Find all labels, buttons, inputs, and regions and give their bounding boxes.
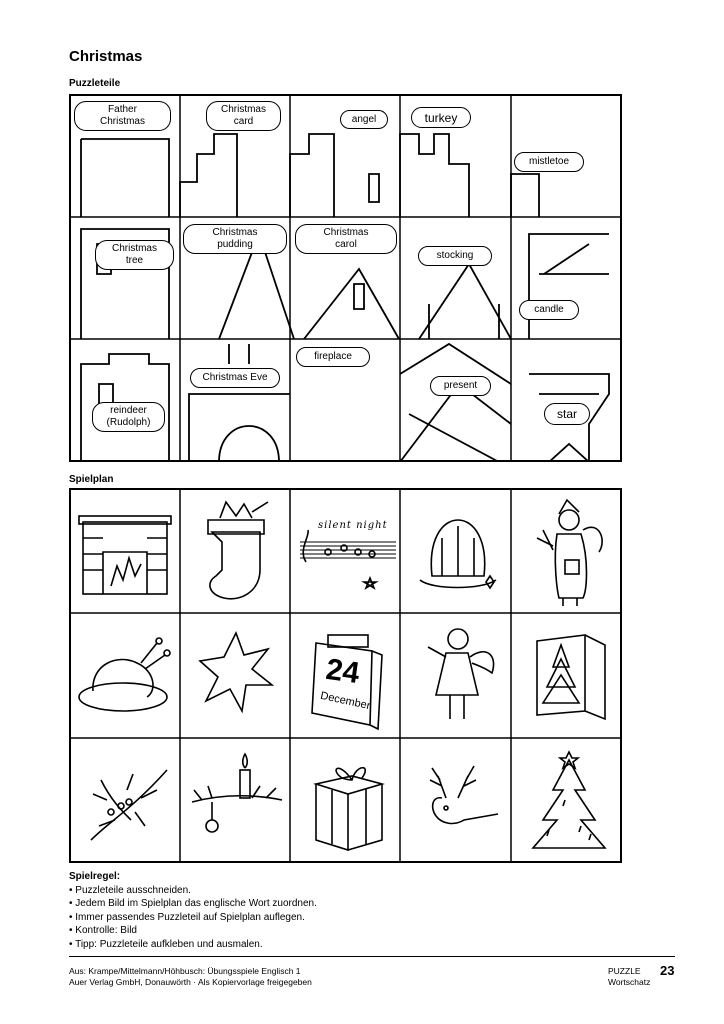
- angel-icon: [402, 615, 512, 739]
- footer-line1: Aus: Krampe/Mittelmann/Höhbusch: Übungsspiele Englisch 1: [69, 966, 301, 976]
- stocking-icon: [182, 490, 291, 614]
- star-icon: [182, 615, 291, 739]
- puzzle-heading: Puzzleteile: [69, 78, 121, 89]
- piece-star: star: [544, 403, 590, 425]
- page-title: Christmas: [69, 48, 143, 65]
- piece-reindeer: reindeer (Rudolph): [92, 402, 165, 432]
- piece-christmas-carol: Christmas carol: [295, 224, 397, 254]
- piece-fireplace: fireplace: [296, 347, 370, 367]
- candle-icon: [182, 740, 291, 864]
- rule-item: • Kontrolle: Bild: [69, 925, 137, 936]
- turkey-icon: [71, 615, 181, 739]
- footer-line2: Auer Verlag GmbH, Donauwörth · Als Kopiervorlage freigegeben: [69, 977, 312, 987]
- rule-item: • Tipp: Puzzleteile aufkleben und ausmalen.: [69, 938, 263, 950]
- reindeer-icon: [402, 740, 512, 864]
- fireplace-icon: [71, 490, 181, 614]
- rules-section: [69, 870, 317, 951]
- father-christmas-icon: [513, 490, 623, 614]
- rules-heading: Spielregel:: [69, 871, 121, 882]
- mistletoe-icon: [71, 740, 181, 864]
- piece-christmas-eve: Christmas Eve: [190, 368, 280, 388]
- board-grid: [69, 488, 622, 863]
- carol-title: silent night: [318, 520, 388, 531]
- piece-christmas-card: Christmas card: [206, 101, 281, 131]
- piece-stocking: stocking: [418, 246, 492, 266]
- footer-subcategory: Wortschatz: [608, 977, 651, 987]
- piece-father-christmas: Father Christmas: [74, 101, 171, 131]
- footer-category: PUZZLE: [608, 966, 641, 976]
- page-number: 23: [660, 963, 675, 978]
- footer-category-block: [608, 966, 650, 988]
- calendar-icon: [292, 615, 401, 739]
- piece-present: present: [430, 376, 491, 396]
- piece-candle: candle: [519, 300, 579, 320]
- piece-christmas-pudding: Christmas pudding: [183, 224, 287, 254]
- piece-mistletoe: mistletoe: [514, 152, 584, 172]
- calendar-month: December: [319, 689, 372, 713]
- rule-item: • Puzzleteile ausschneiden.: [69, 884, 191, 896]
- rule-item: • Jedem Bild im Spielplan das englische Wort zuordnen.: [69, 898, 317, 909]
- footer-divider: [69, 956, 675, 957]
- piece-christmas-tree: Christmas tree: [95, 240, 174, 270]
- board-heading: Spielplan: [69, 474, 114, 485]
- piece-turkey: turkey: [411, 107, 471, 128]
- piece-angel: angel: [340, 110, 388, 129]
- present-icon: [292, 740, 401, 864]
- christmas-card-icon: [513, 615, 623, 739]
- footer-source: [69, 966, 312, 988]
- calendar-day: 24: [323, 652, 362, 691]
- carol-music-icon: [292, 490, 401, 614]
- christmas-tree-icon: [513, 740, 623, 864]
- pudding-icon: [402, 490, 512, 614]
- rule-item: • Immer passendes Puzzleteil auf Spielplan auflegen.: [69, 911, 305, 923]
